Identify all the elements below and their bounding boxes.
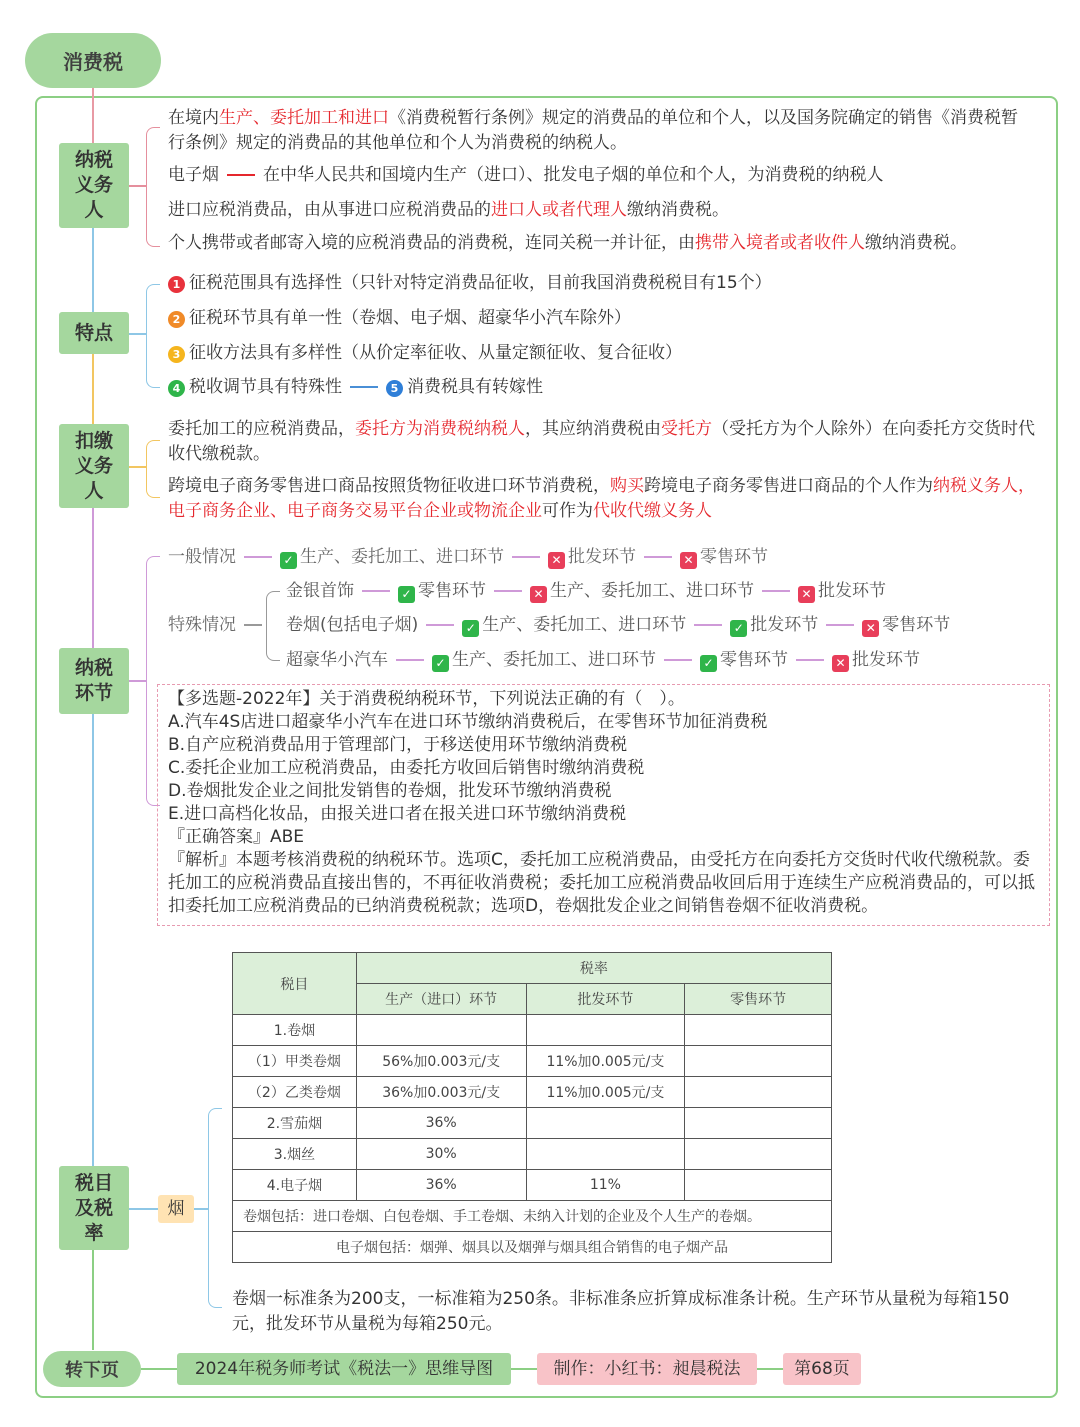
withholding-item-2: 跨境电子商务零售进口商品按照货物征收进口环节消费税，购买跨境电子商务零售进口商品的个人作为纳税义务人，电子商务企业、电子商务交易平台企业或物流企业可作为代收代缴义务人 bbox=[168, 476, 1035, 521]
footer-book-title: 2024年税务师考试《税法一》思维导图 bbox=[177, 1353, 511, 1385]
th-retail: 零售环节 bbox=[685, 984, 832, 1015]
th-production: 生产（进口）环节 bbox=[356, 984, 526, 1015]
quiz-question: 【多选题-2022年】关于消费税纳税环节，下列说法正确的有（ ）。 bbox=[168, 689, 685, 709]
quiz-option-e: E.进口高档化妆品，由报关进口者在报关进口环节缴纳消费税 bbox=[168, 804, 627, 824]
quiz-option-c: C.委托企业加工应税消费品，由委托方收回后销售时缴纳消费税 bbox=[168, 758, 645, 778]
tobacco-connector bbox=[194, 1208, 208, 1210]
rates-connector bbox=[129, 1208, 158, 1210]
tobacco-note: 卷烟一标准条为200支，一标准箱为250条。非标准条应折算成标准条计税。生产环节从量税为每箱150元，批发环节从量税为每箱250元。 bbox=[232, 1289, 1010, 1334]
table-row: 2.雪茄烟 36% bbox=[233, 1108, 832, 1139]
stage-connector bbox=[129, 680, 146, 682]
tobacco-bracket bbox=[208, 1108, 222, 1308]
next-page-button[interactable]: 转下页 bbox=[43, 1351, 141, 1387]
footer-author: 制作：小红书：昶晨税法 bbox=[537, 1353, 757, 1385]
taxpayer-item-4: 个人携带或者邮寄入境的应税消费品的消费税，连同关税一并计征，由携带入境者或者收件人缴纳消费税。 bbox=[168, 233, 967, 253]
quiz-box bbox=[157, 684, 1050, 926]
features-connector bbox=[129, 333, 146, 335]
taxpayer-item-2: 电子烟 在中华人民共和国境内生产（进口）、批发电子烟的单位和个人，为消费税的纳税人 bbox=[168, 165, 884, 185]
stage-jewelry: 金银首饰 ✓ 零售环节 ✕ 生产、委托加工、进口环节 ✕ 批发环节 bbox=[286, 581, 886, 601]
footer-line-1 bbox=[141, 1368, 177, 1370]
table-row: （2）乙类卷烟 36%加0.003元/支 11%加0.005元/支 bbox=[233, 1077, 832, 1108]
th-item: 税目 bbox=[233, 953, 357, 1015]
section-taxpayer-label: 纳税义务人 bbox=[74, 149, 113, 221]
quiz-option-b: B.自产应税消费品用于管理部门，于移送使用环节缴纳消费税 bbox=[168, 735, 628, 755]
taxpayer-connector bbox=[129, 185, 146, 187]
footer-line-2 bbox=[511, 1368, 537, 1370]
section-rates-label: 税目及税率 bbox=[74, 1171, 113, 1244]
withholding-item-1: 委托加工的应税消费品，委托方为消费税纳税人，其应纳消费税由受托方（受托方为个人除外）在向委托方交货时代收代缴税款。 bbox=[168, 419, 1035, 464]
table-note-1: 卷烟包括：进口卷烟、白包卷烟、手工卷烟、未纳入计划的企业及个人生产的卷烟。 bbox=[233, 1201, 832, 1232]
feature-3: 3 征收方法具有多样性（从价定率征收、从量定额征收、复合征收） bbox=[168, 341, 682, 366]
special-bracket bbox=[266, 591, 280, 661]
withholding-connector bbox=[129, 466, 146, 468]
section-features bbox=[59, 312, 129, 354]
spine-2 bbox=[92, 354, 94, 424]
quiz-answer: 『正确答案』ABE bbox=[168, 827, 305, 847]
th-rate: 税率 bbox=[356, 953, 831, 984]
section-features-label: 特点 bbox=[74, 321, 113, 344]
stage-cigarette: 卷烟(包括电子烟) ✓ 生产、委托加工、进口环节 ✓ 批发环节 ✕ 零售环节 bbox=[286, 615, 951, 635]
spine-4 bbox=[92, 714, 94, 1166]
quiz-option-d: D.卷烟批发企业之间批发销售的卷烟，批发环节缴纳消费税 bbox=[168, 781, 612, 801]
spine-1 bbox=[92, 228, 94, 312]
taxpayer-bracket bbox=[146, 127, 160, 247]
section-stage bbox=[59, 648, 129, 714]
taxpayer-item-1: 在境内生产、委托加工和进口《消费税暂行条例》规定的消费品的单位和个人，以及国务院确定的销售《消费税暂行条例》规定的消费品的其他单位和个人为消费税的纳税人。 bbox=[168, 108, 1018, 153]
spine-3 bbox=[92, 508, 94, 648]
taxpayer-item-3: 进口应税消费品，由从事进口应税消费品的进口人或者代理人缴纳消费税。 bbox=[168, 200, 729, 220]
th-wholesale: 批发环节 bbox=[526, 984, 685, 1015]
table-row: （1）甲类卷烟 56%加0.003元/支 11%加0.005元/支 bbox=[233, 1046, 832, 1077]
feature-2: 2 征税环节具有单一性（卷烟、电子烟、超豪华小汽车除外） bbox=[168, 306, 631, 331]
section-stage-label: 纳税环节 bbox=[74, 657, 113, 704]
stage-general: 一般情况 ✓ 生产、委托加工、进口环节 ✕ 批发环节 ✕ 零售环节 bbox=[168, 547, 768, 567]
stage-special: 特殊情况 bbox=[168, 613, 270, 638]
section-withholding-label: 扣缴义务人 bbox=[74, 429, 113, 502]
footer-line-3 bbox=[757, 1368, 783, 1370]
stage-luxury-car: 超豪华小汽车 ✓ 生产、委托加工、进口环节 ✓ 零售环节 ✕ 批发环节 bbox=[286, 650, 920, 670]
feature-4: 4 税收调节具有特殊性 5 消费税具有转嫁性 bbox=[168, 375, 543, 400]
table-note-2: 电子烟包括：烟弹、烟具以及烟弹与烟具组合销售的电子烟产品 bbox=[233, 1232, 832, 1263]
table-row: 3.烟丝 30% bbox=[233, 1139, 832, 1170]
quiz-option-a: A.汽车4S店进口超豪华小汽车在进口环节缴纳消费税后，在零售环节加征消费税 bbox=[168, 712, 768, 732]
tobacco-tag: 烟 bbox=[158, 1195, 194, 1223]
table-row: 4.电子烟 36% 11% bbox=[233, 1170, 832, 1201]
quiz-analysis: 『解析』本题考核消费税的纳税环节。选项C，委托加工应税消费品，由受托方在向委托方交货时代收代缴税款。委托加工的应税消费品直接出售的，不再征收消费税；委托加工应税消费品收回后用于连续生产应税消费品的，可以抵扣委托加工应税消费品的已纳消费税税款；选项D，卷烟批发企业之间销售卷烟不征收消费税。 bbox=[168, 850, 1035, 916]
spine-5 bbox=[92, 1250, 94, 1350]
features-bracket bbox=[146, 284, 160, 388]
tax-rate-table bbox=[232, 952, 832, 1263]
section-taxpayer bbox=[59, 143, 129, 228]
section-rates bbox=[59, 1166, 129, 1250]
table-note-row bbox=[233, 1201, 832, 1232]
spine-top bbox=[92, 88, 94, 143]
footer-page-number: 第68页 bbox=[783, 1353, 861, 1385]
withholding-bracket bbox=[146, 440, 160, 498]
table-note-row bbox=[233, 1232, 832, 1263]
page-title: 消费税 bbox=[25, 33, 161, 88]
feature-1: 1 征税范围具有选择性（只针对特定消费品征收，目前我国消费税税目有15个） bbox=[168, 271, 772, 296]
section-withholding bbox=[59, 424, 129, 508]
table-row: 1.卷烟 bbox=[233, 1015, 832, 1046]
